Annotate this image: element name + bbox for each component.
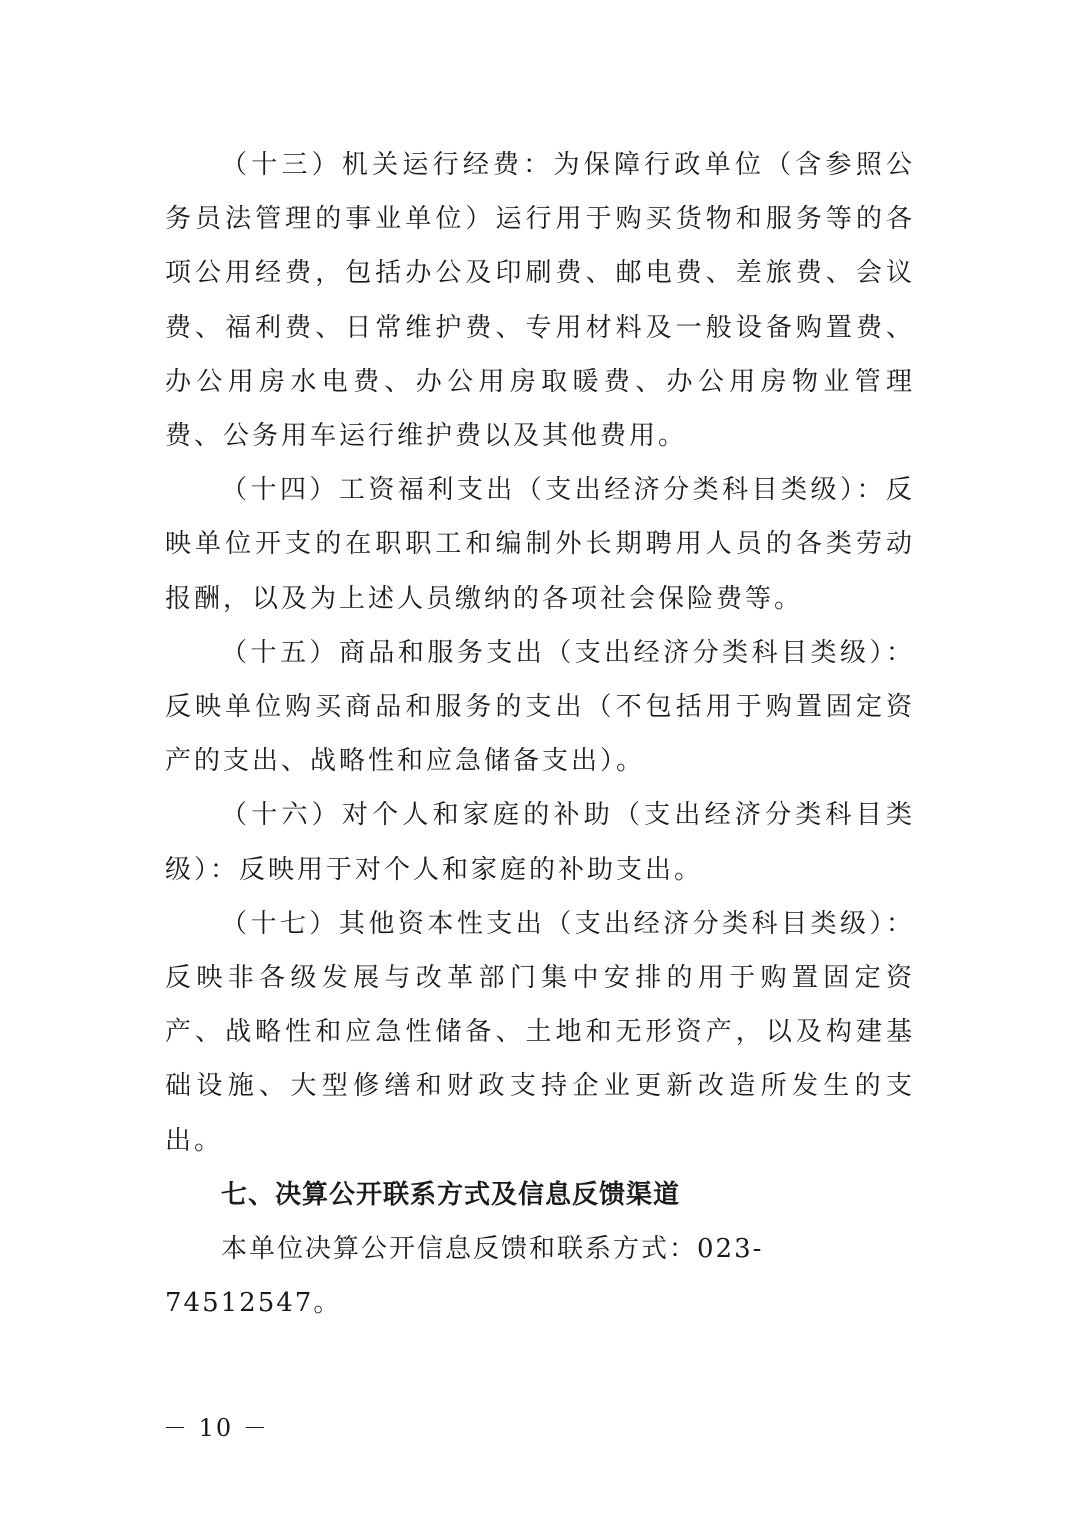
contact-line: 本单位决算公开信息反馈和联系方式：023-74512547。 [165, 1234, 764, 1319]
paragraph-15: （十五）商品和服务支出（支出经济分类科目类级）：反映单位购买商品和服务的支出（不包括用于购置固定资产的支出、战略性和应急储备支出）。 [165, 637, 915, 777]
paragraph-14: （十四）工资福利支出（支出经济分类科目类级）：反映单位开支的在职职工和编制外长期聘用人员的各类劳动报酬，以及为上述人员缴纳的各项社会保险费等。 [165, 475, 915, 614]
paragraph-13: （十三）机关运行经费：为保障行政单位（含参照公务员法管理的事业单位）运行用于购买货物和服务等的各项公用经费，包括办公及印刷费、邮电费、差旅费、会议费、福利费、日常维护费、专用材料及一般设备购置费、办公用房水电费、办公用房取暖费、办公用房物业管理费、公务用车运行维护费以及其他费用。 [165, 150, 915, 452]
section-heading: 七、决算公开联系方式及信息反馈渠道 [221, 1179, 681, 1210]
document-body [165, 138, 915, 1330]
page-number: － 10 － [163, 1414, 269, 1442]
paragraph-17: （十七）其他资本性支出（支出经济分类科目类级）：反映非各级发展与改革部门集中安排的用于购置固定资产、战略性和应急性储备、土地和无形资产，以及构建基础设施、大型修缮和财政支持企业更新改造所发生的支出。 [165, 908, 915, 1156]
paragraph-16: （十六）对个人和家庭的补助（支出经济分类科目类级）：反映用于对个人和家庭的补助支出。 [165, 800, 915, 885]
